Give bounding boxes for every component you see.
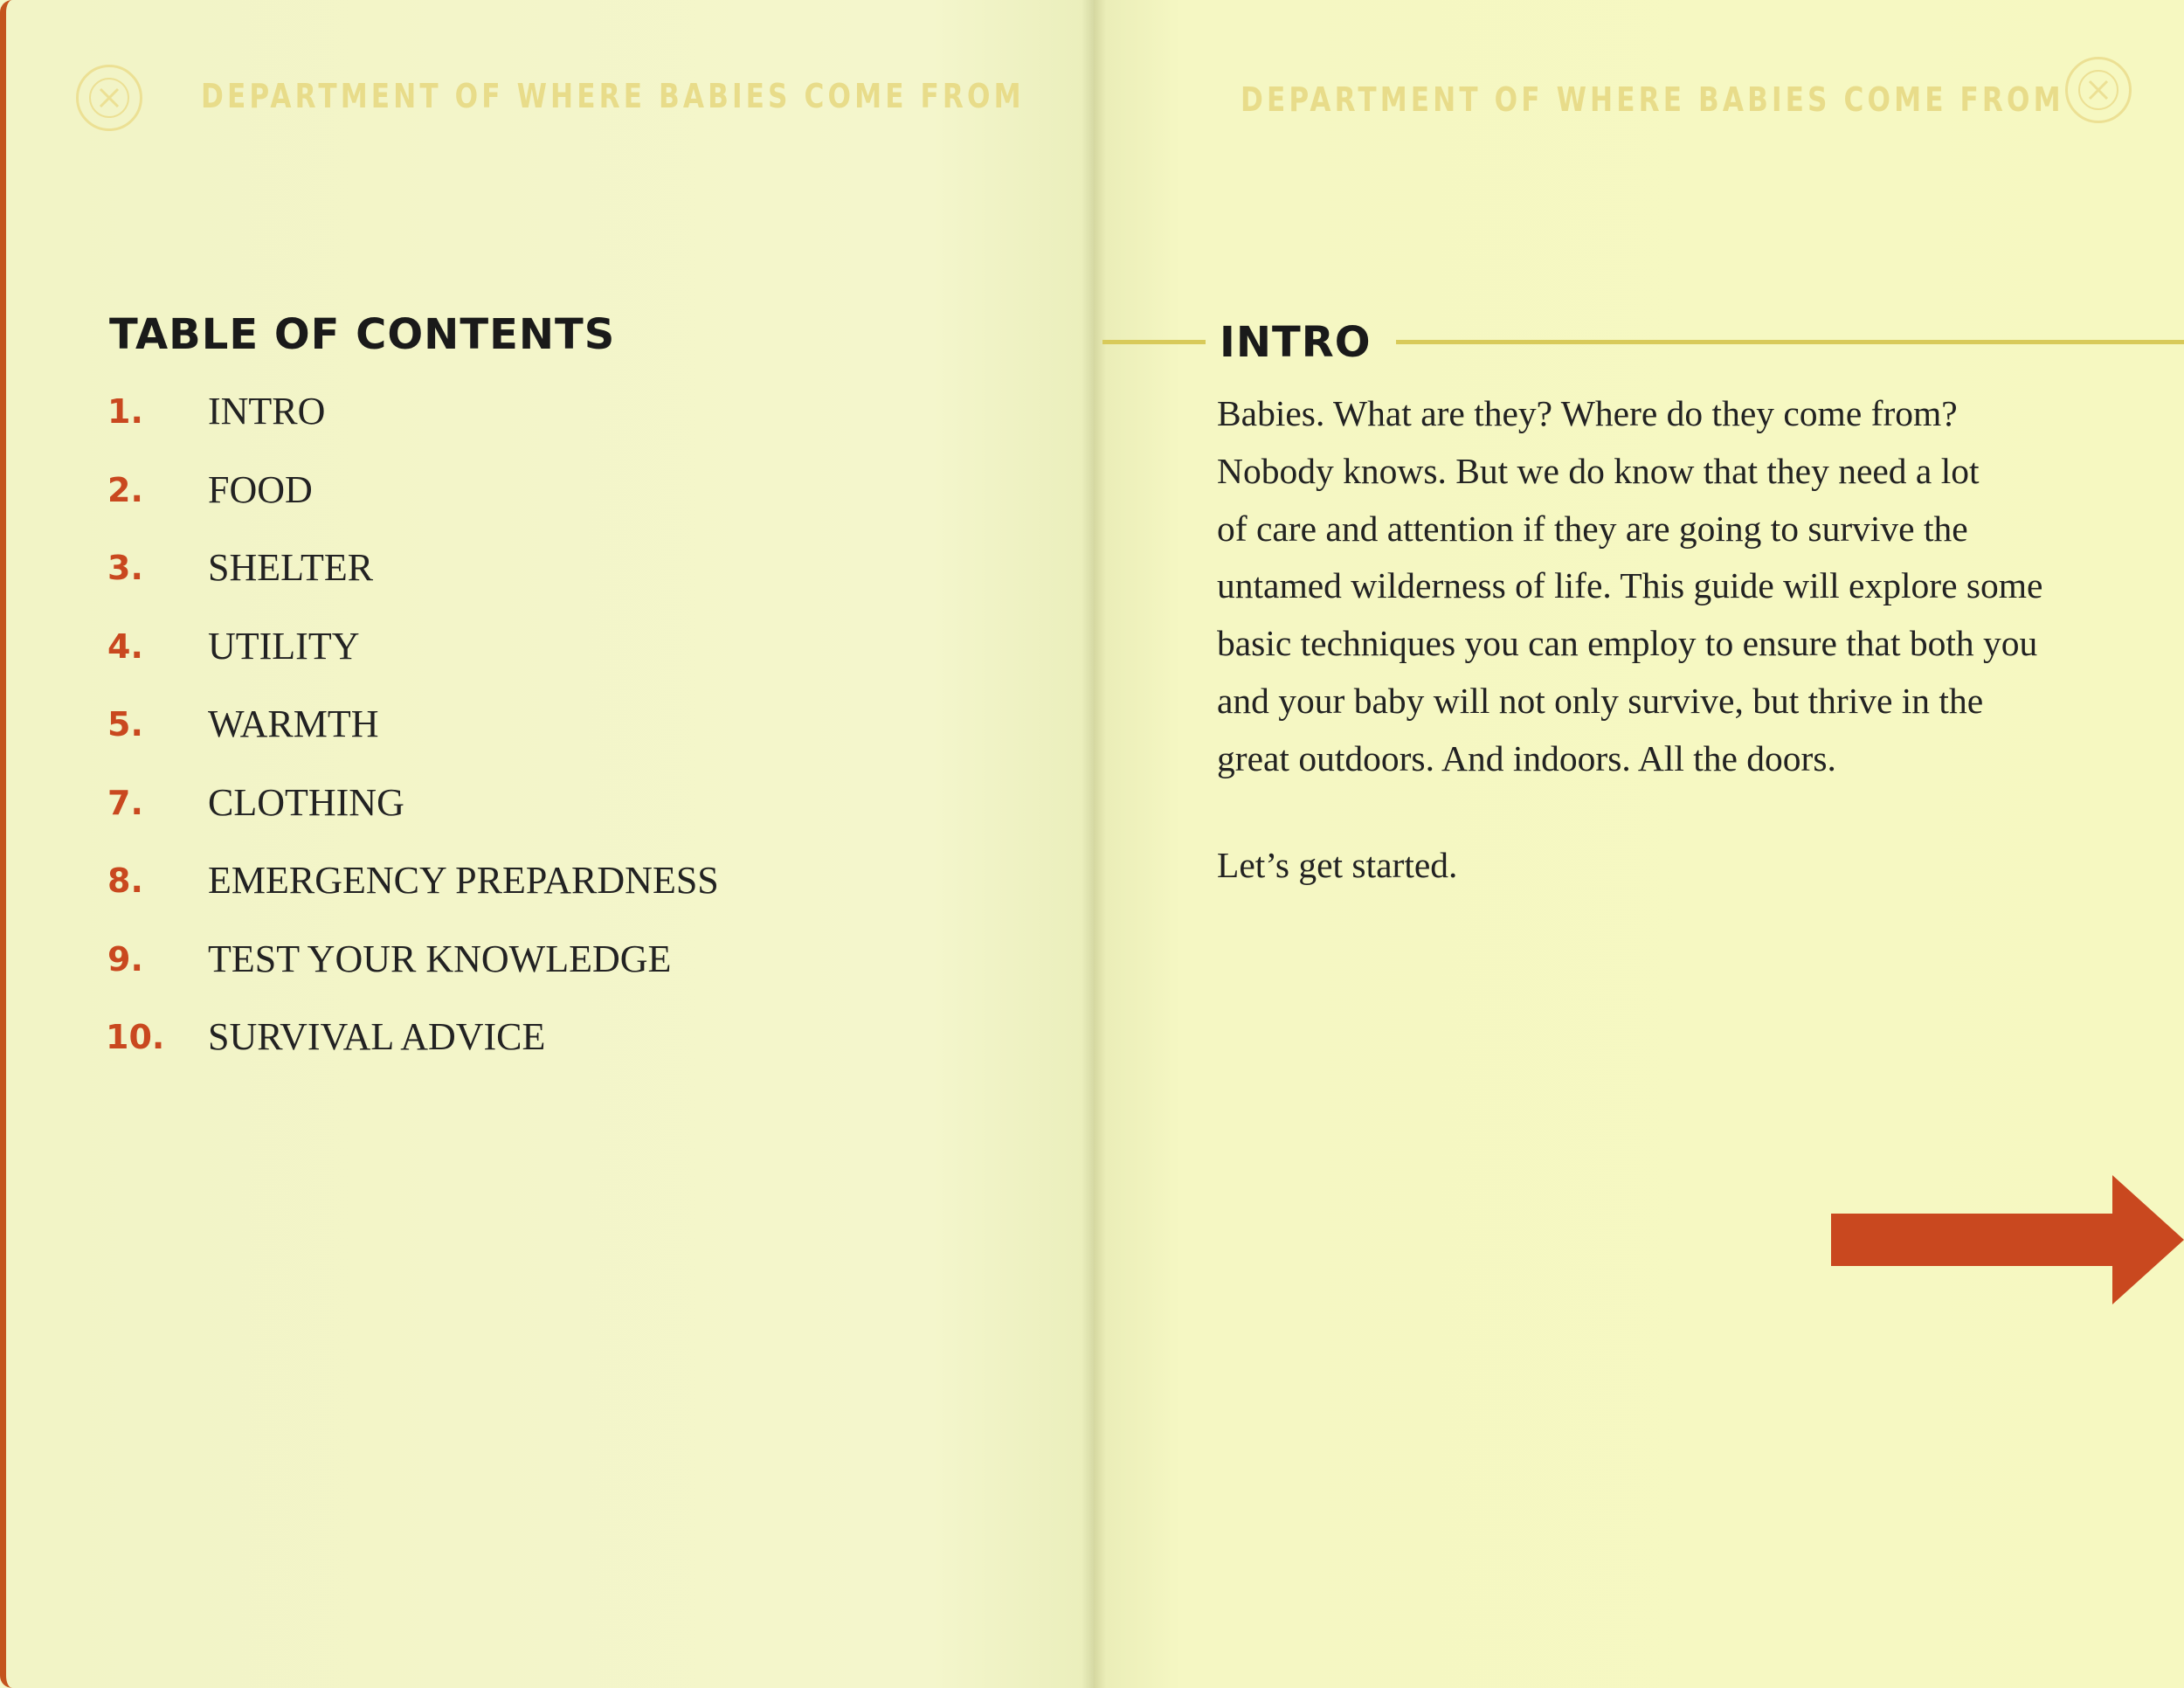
toc-label: INTRO [208, 390, 326, 432]
right-arrow-icon[interactable] [1831, 1175, 2184, 1309]
toc-number: 5. [107, 705, 143, 744]
toc-number: 4. [107, 626, 143, 666]
toc-label: FOOD [208, 467, 313, 511]
toc-number: 7. [107, 783, 143, 822]
intro-cta: Let’s get started. [1217, 845, 1458, 885]
body-line: of care and attention if they are going to survive the [1217, 508, 1968, 549]
toc-label: SURVIVAL ADVICE [208, 1015, 546, 1058]
heading-rule-left [1102, 340, 1206, 344]
toc-number: 2. [107, 470, 143, 509]
body-line: Nobody knows. But we do know that they need a lot [1217, 450, 1980, 491]
camp-emblem-icon [76, 65, 142, 131]
page-header: DEPARTMENT OF WHERE BABIES COME FROM [201, 77, 1025, 115]
intro-body [1217, 385, 2184, 788]
toc-number: 8. [107, 861, 143, 900]
body-line: great outdoors. And indoors. All the doors. [1217, 737, 1836, 778]
toc-label: WARMTH [208, 702, 379, 745]
toc-title: TABLE OF CONTENTS [109, 310, 616, 359]
toc-number: 1. [107, 392, 143, 431]
camp-emblem-icon [2065, 57, 2132, 123]
book-gutter [1082, 0, 1106, 1688]
toc-number: 9. [107, 939, 143, 979]
body-line: and your baby will not only survive, but thrive in the [1217, 680, 1984, 721]
toc-number: 3. [107, 549, 143, 587]
toc-label: CLOTHING [208, 780, 404, 824]
heading-rule-right [1396, 340, 2184, 344]
toc-label: SHELTER [208, 546, 374, 589]
body-line: Babies. What are they? Where do they come from? [1217, 393, 1958, 433]
toc-label: EMERGENCY PREPARDNESS [208, 859, 719, 902]
body-line: basic techniques you can employ to ensure that both you [1217, 623, 2038, 664]
body-line: untamed wilderness of life. This guide will explore some [1217, 565, 2043, 606]
toc-label: UTILITY [208, 624, 360, 668]
toc-number: 10. [106, 1018, 165, 1056]
page-header: DEPARTMENT OF WHERE BABIES COME FROM [1241, 80, 2064, 119]
toc-label: TEST YOUR KNOWLEDGE [208, 937, 672, 980]
section-heading: INTRO [1220, 318, 1372, 367]
